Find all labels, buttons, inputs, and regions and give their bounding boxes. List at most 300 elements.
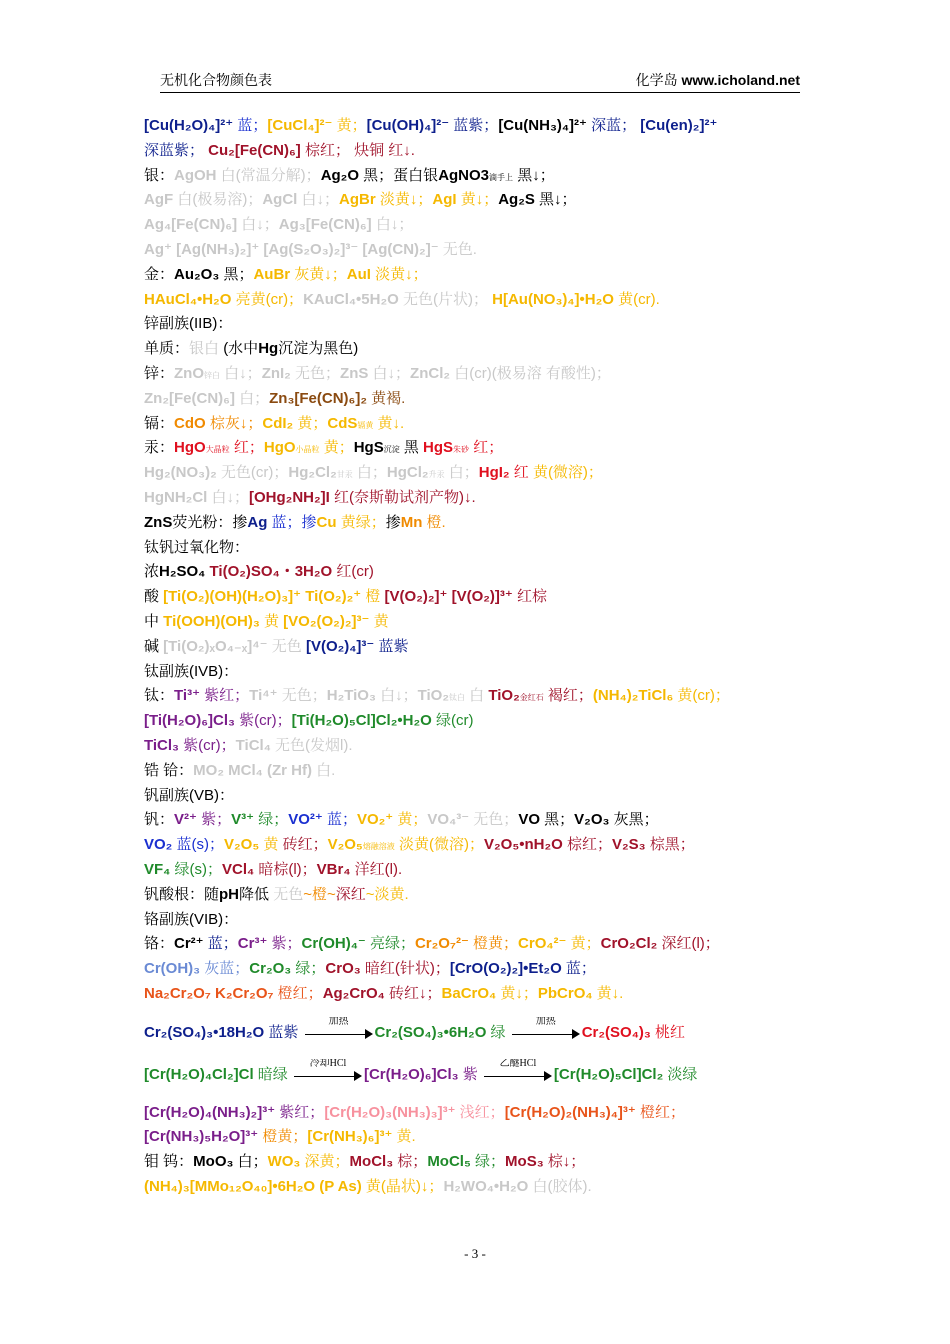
text-line (144, 684, 814, 709)
color-text: 黄褐. (367, 389, 406, 407)
color-text: 黄； (293, 414, 328, 432)
formula: MO₂ MCl₄ (Zr Hf) (193, 761, 312, 779)
note: 甘汞 (336, 470, 353, 480)
color-text: 黄 (369, 612, 389, 630)
formula: Ag (247, 513, 268, 531)
color-text: 单质： (144, 340, 190, 358)
formula: VO₂ (144, 836, 173, 854)
reaction-condition: 加热 (328, 1016, 349, 1027)
color-text: 白； (233, 1153, 268, 1171)
color-text: 无色 (273, 885, 304, 903)
text-line (144, 560, 814, 585)
formula: [Ti(H₂O)₅Cl]Cl₂•H₂O (291, 712, 432, 730)
text-line (144, 486, 814, 511)
note: 锌白 (204, 370, 221, 380)
text-line (144, 1150, 814, 1175)
formula: AuBr (253, 265, 291, 283)
color-text: 蓝； (233, 117, 268, 134)
formula: HAuCl₄•H₂O (144, 290, 232, 308)
text-line (144, 387, 814, 412)
text-line (144, 833, 814, 858)
formula: CdS (327, 414, 358, 432)
text-line (144, 585, 814, 610)
formula: [Cr(H₂O)₄(NH₃)₂]³⁺ (144, 1103, 276, 1121)
formula: [CuCl₄]²⁻ (267, 117, 333, 134)
text-line (144, 263, 814, 288)
text-line (144, 709, 814, 734)
formula: (NH₄)₂TiCl₆ (592, 687, 674, 705)
formula: TiO₂ (488, 687, 520, 705)
color-text: 洋红(l). (350, 860, 403, 878)
color-text: 白↓； (220, 364, 262, 382)
reaction-condition: 加热 (535, 1016, 556, 1027)
color-text: 淡黄(微溶)； (394, 836, 484, 854)
formula: Cu (316, 513, 337, 531)
formula: Zn₃[Fe(CN)₆]₂ (269, 389, 368, 407)
formula: Zn₂[Fe(CN)₆] (144, 389, 235, 407)
color-text: 暗绿 (253, 1065, 292, 1083)
color-text: 棕红； (562, 836, 612, 854)
formula: Ti³⁺ (174, 687, 200, 705)
formula: [Ti(O₂)ₓO₄₋ₓ]⁴⁻ (163, 637, 268, 655)
color-text: 钛： (144, 687, 175, 705)
reaction-arrow (305, 1016, 373, 1040)
text-line (144, 982, 814, 1007)
color-text: 灰黑； (609, 811, 659, 829)
text-line (144, 461, 814, 486)
formula: Cr³⁺ (237, 935, 268, 953)
formula: H₂TiO₃ (326, 687, 376, 705)
color-text: 棕↓； (543, 1153, 586, 1171)
color-text: 黄(微溶)； (532, 464, 603, 482)
formula: TiCl₄ (235, 736, 271, 754)
formula: [V(O₂)₂]⁺ [V(O₂)]³⁺ (384, 588, 513, 606)
formula: Cr²⁺ (174, 935, 204, 953)
color-text: 蓝紫 (264, 1023, 303, 1041)
formula: Cr₂(SO₄)₃•18H₂O (144, 1023, 265, 1041)
formula: ZnO (174, 364, 205, 382)
color-text: 掺 (385, 513, 401, 531)
formula: Ag⁺ [Ag(NH₃)₂]⁺ [Ag(S₂O₃)₂]³⁻ [Ag(CN)₂]⁻ (144, 240, 439, 258)
color-text: 红 (509, 464, 533, 482)
formula: Ti(OOH)(OH)₃ (163, 612, 260, 630)
color-text: 钛钒过氧化物： (144, 538, 250, 556)
formula: H₂SO₄ (159, 563, 206, 581)
color-text: 橙 (361, 588, 385, 606)
color-text: 蓝；掺 (267, 513, 317, 531)
color-text: ~淡黄. (365, 885, 409, 903)
color-text: 褐红； (543, 687, 593, 705)
color-text: 金： (144, 265, 175, 283)
formula: H₂WO₄•H₂O (443, 1178, 529, 1196)
color-text: 无色(发烟l). (270, 736, 353, 754)
formula: [Cu(OH)₄]²⁻ (366, 117, 450, 134)
color-text: 镉： (144, 414, 175, 432)
formula: HgS (423, 439, 454, 457)
color-text: 紫(cr)； (234, 712, 292, 730)
color-text: 钒副族(VB)： (144, 786, 235, 804)
formula: Cr(OH)₃ (144, 960, 201, 978)
color-text: 淡黄↓； (375, 191, 433, 209)
formula: [Cu(NH₃)₄]²⁺ (498, 117, 587, 134)
color-text: 黑 (399, 439, 424, 457)
text-line (144, 511, 814, 536)
note: 熔融溶液 (362, 842, 395, 852)
formula: VO²⁺ (288, 811, 323, 829)
color-text: 紫； (196, 811, 232, 829)
formula: AgBr (339, 191, 376, 209)
color-text: 降低 (239, 885, 274, 903)
formula: Hg₂(NO₃)₂ (144, 464, 217, 482)
color-text: 无色； (277, 687, 327, 705)
color-text: 黄； (393, 811, 428, 829)
color-text: 蓝(s)； (172, 836, 225, 854)
formula: V₂O₅•nH₂O (483, 836, 563, 854)
color-text: 深红 (335, 885, 366, 903)
text-line (144, 1101, 814, 1126)
color-text: 黑↓； (534, 191, 577, 209)
text-line (144, 660, 814, 685)
formula: V³⁺ (231, 811, 255, 829)
text-line (144, 1059, 814, 1091)
note: 朱砂 (453, 445, 470, 455)
color-text: 中 (144, 612, 164, 630)
color-text: ~橙~ (303, 885, 336, 903)
formula: H[Au(NO₃)₄]•H₂O (492, 290, 614, 308)
text-line (144, 734, 814, 759)
color-text: 汞： (144, 439, 175, 457)
formula: Au₂O₃ (174, 265, 220, 283)
color-text: 棕黑； (645, 836, 695, 854)
color-text: 白↓； (368, 364, 411, 382)
color-text: 绿； (291, 960, 326, 978)
color-text: 橙红； (635, 1103, 685, 1121)
color-text: 黄(晶状)↓； (361, 1178, 444, 1196)
formula: [Ti(H₂O)₆]Cl₃ (144, 712, 235, 730)
color-text: (水中 (223, 340, 259, 358)
formula: VCl₄ (222, 860, 255, 878)
text-line (144, 883, 814, 908)
formula: CrO₄²⁻ (518, 935, 567, 953)
color-text: 无色 (267, 637, 306, 655)
formula: HgO (174, 439, 206, 457)
color-text: 蓝紫 (374, 637, 409, 655)
color-text: 钒： (144, 811, 175, 829)
formula: [Cr(NH₃)₆]³⁺ (307, 1128, 393, 1146)
color-text: 酸 (144, 588, 164, 606)
formula: CrO₃ (325, 960, 361, 978)
color-text: 蓝； (322, 811, 357, 829)
text-line (144, 858, 814, 883)
color-text: 红； (229, 439, 264, 457)
text-line (144, 436, 814, 461)
formula: ZnCl₂ (410, 364, 451, 382)
formula: Cr₂(SO₄)₃•6H₂O (374, 1023, 487, 1041)
formula: MoCl₅ (427, 1153, 471, 1171)
text-line (144, 784, 814, 809)
color-text: 无色； (469, 811, 519, 829)
formula: TiCl₃ (144, 736, 179, 754)
color-text: 紫； (267, 935, 302, 953)
reaction-arrow (484, 1058, 552, 1082)
text-line (144, 908, 814, 933)
color-text: 白； (234, 389, 270, 407)
page-header (160, 70, 800, 93)
color-text: 橙. (422, 513, 446, 531)
formula: HgI₂ (478, 464, 510, 482)
formula: ZnI₂ (261, 364, 291, 382)
note: 沉淀 (383, 445, 400, 455)
color-text: 深蓝紫； (144, 141, 209, 159)
color-text: 亮绿； (365, 935, 415, 953)
color-text: 橙黄； (258, 1128, 308, 1146)
color-text: 绿 (486, 1023, 510, 1041)
formula: [Cu(H₂O)₄]²⁺ (144, 117, 234, 134)
color-text: 深蓝； (586, 117, 641, 134)
color-text: 白↓； (375, 687, 418, 705)
color-text: 暗红(针状)； (360, 960, 450, 978)
color-text: 黄； (332, 117, 367, 134)
color-text: 黄； (566, 935, 601, 953)
formula: Cr(OH)₄⁻ (301, 935, 366, 953)
formula: HgCl₂ (386, 464, 429, 482)
color-text: 红； (469, 439, 504, 457)
formula: WO₃ (267, 1153, 301, 1171)
text-line (144, 808, 814, 833)
color-text: 白↓； (297, 191, 340, 209)
note: 金红石 (519, 693, 544, 703)
color-text: 无色(片状)； (398, 290, 493, 308)
color-text: 橙黄； (468, 935, 519, 953)
color-text: 红(奈斯勒试剂产物)↓. (329, 488, 476, 506)
formula: [Cr(H₂O)₂(NH₃)₄]³⁺ (504, 1103, 636, 1121)
formula: HgS (353, 439, 384, 457)
formula: Ag₃[Fe(CN)₆] (278, 216, 372, 234)
color-text: 白. (311, 761, 336, 779)
formula: TiO₂ (417, 687, 449, 705)
color-text: 碱 (144, 637, 164, 655)
text-line (144, 188, 814, 213)
note: 大晶粒 (205, 445, 230, 455)
color-text: 银： (144, 166, 175, 184)
color-text: 绿(cr) (431, 712, 474, 730)
text-line (144, 1175, 814, 1200)
note: 镉黄 (357, 420, 374, 430)
color-text: 无色(cr)； (216, 464, 289, 482)
reaction-arrow (512, 1016, 580, 1040)
formula: HgO (263, 439, 296, 457)
color-text: 砖红↓； (384, 984, 442, 1002)
formula: [Cr(H₂O)₆]Cl₃ (363, 1065, 459, 1083)
color-text: 黄. (392, 1128, 416, 1146)
color-text: 黄↓； (456, 191, 499, 209)
formula: Ti⁴⁺ (249, 687, 278, 705)
formula: Hg₂Cl₂ (288, 464, 337, 482)
color-text: 白↓； (371, 216, 414, 234)
color-text: 黄↓. (373, 414, 405, 432)
text-line (144, 337, 814, 362)
color-text: 绿(s)； (170, 860, 222, 878)
color-text: 钒酸根：随 (144, 885, 220, 903)
note: 滴手上 (489, 172, 514, 182)
formula: Cr₂(SO₄)₃ (581, 1023, 651, 1041)
color-text: 黄绿； (336, 513, 386, 531)
color-text: 白↓； (207, 488, 249, 506)
text-line (144, 412, 814, 437)
color-text: 灰黄↓； (290, 265, 347, 283)
formula: AuI (346, 265, 371, 283)
color-text: 深红(l)； (657, 935, 720, 953)
color-text: 紫红； (275, 1103, 325, 1121)
color-text: 浓 (144, 563, 160, 581)
color-text: 灰蓝； (200, 960, 250, 978)
formula: AgI (432, 191, 457, 209)
color-text: 沉淀为黑色) (278, 340, 359, 358)
text-line (144, 957, 814, 982)
formula: CrO₂Cl₂ (600, 935, 658, 953)
formula: [Cu(en)₂]²⁺ (640, 117, 718, 134)
text-line (144, 362, 814, 387)
header-site-url: www.icholand.net (681, 72, 800, 88)
color-text: 白(cr)(极易溶 有酸性)； (450, 364, 611, 382)
formula: VO (518, 811, 540, 829)
color-text: 红(cr) (332, 563, 374, 581)
color-text: 紫(cr)； (179, 736, 236, 754)
formula: Ag₄[Fe(CN)₆] (144, 216, 238, 234)
formula: pH (219, 885, 240, 903)
note: 小晶粒 (295, 445, 320, 455)
formula: Cr₂O₇²⁻ (414, 935, 469, 953)
color-text: 白(常温分解)； (216, 166, 321, 184)
text-line (144, 164, 814, 189)
color-text: 白(胶体). (528, 1178, 592, 1196)
color-text: 深黄； (300, 1153, 350, 1171)
color-text: 黄(cr). (613, 290, 660, 308)
color-text: 黄↓. (592, 984, 624, 1002)
color-text: 铬： (144, 935, 175, 953)
text-line (144, 1017, 814, 1049)
formula: VF₄ (144, 860, 171, 878)
color-text: 砖红； (282, 836, 328, 854)
formula: AgF (144, 191, 174, 209)
formula: [Cr(H₂O)₄Cl₂]Cl (144, 1065, 254, 1083)
formula: PbCrO₄ (537, 984, 593, 1002)
color-text: 黑；蛋白银 (359, 166, 439, 184)
reaction-condition: 乙醚HCl (499, 1058, 537, 1069)
color-text: 锌副族(IIB)： (144, 315, 233, 333)
formula: Mn (400, 513, 423, 531)
formula: VO₂⁺ (356, 811, 394, 829)
color-text: 白； (444, 464, 479, 482)
color-text: 棕红； 炔铜 红↓. (300, 141, 415, 159)
formula: V₂S₃ (611, 836, 646, 854)
color-text: 白 (465, 687, 489, 705)
formula: AgNO3 (438, 166, 490, 184)
color-text: 棕灰↓； (205, 414, 263, 432)
color-text: 黄 (259, 836, 283, 854)
color-text: 暗棕(l)； (254, 860, 317, 878)
header-site (636, 70, 800, 90)
color-text: 蓝紫； (449, 117, 499, 134)
color-text: 黑； (219, 265, 254, 283)
color-text: 锆 铪： (144, 761, 194, 779)
formula: HgNH₂Cl (144, 488, 208, 506)
formula: KAuCl₄•5H₂O (303, 290, 399, 308)
formula: Na₂Cr₂O₇ K₂Cr₂O₇ (144, 984, 274, 1002)
color-text: 绿； (470, 1153, 506, 1171)
reaction-arrow (294, 1058, 362, 1082)
color-text: 绿； (254, 811, 289, 829)
spacer (144, 1049, 814, 1059)
formula: ZnS (144, 513, 173, 531)
formula: [Ti(O₂)(OH)(H₂O)₃]⁺ Ti(O₂)₂⁺ (163, 588, 362, 606)
formula: [VO₂(O₂)₂]³⁻ (283, 612, 370, 630)
color-text: 黑↓； (513, 166, 555, 184)
text-line (144, 635, 814, 660)
formula: (NH₄)₃[MMo₁₂O₄₀]•6H₂O (P As) (144, 1178, 362, 1196)
formula: Ti(O₂)SO₄・3H₂O (205, 563, 333, 581)
formula: ZnS (340, 364, 369, 382)
formula: VO₄³⁻ (427, 811, 470, 829)
header-title: 无机化合物颜色表 (160, 72, 272, 88)
color-text: 白(极易溶)； (173, 191, 263, 209)
text-line (144, 1125, 814, 1150)
formula: [Cr(NH₃)₅H₂O]³⁺ (144, 1128, 259, 1146)
formula: MoCl₃ (349, 1153, 394, 1171)
formula: Ag₂O (320, 166, 360, 184)
text-line (144, 610, 814, 635)
color-text: 无色； (290, 364, 341, 382)
formula: [CrO(O₂)₂]•Et₂O (449, 960, 562, 978)
color-text: 桃红 (650, 1023, 685, 1041)
color-text: 黄↓； (496, 984, 538, 1002)
formula: [Cr(H₂O)₃(NH₃)₃]³⁺ (324, 1103, 456, 1121)
color-text: 黄(cr)； (673, 687, 730, 705)
color-text: 荧光粉：掺 (172, 513, 248, 531)
color-text: 白； (352, 464, 387, 482)
text-line (144, 536, 814, 561)
formula: V₂O₃ (574, 811, 610, 829)
text-line (144, 288, 814, 313)
formula: VBr₄ (316, 860, 351, 878)
color-text: 蓝； (203, 935, 238, 953)
text-line (144, 759, 814, 784)
formula: V₂O₅ (327, 836, 363, 854)
color-text: 黑； (540, 811, 575, 829)
formula: V₂O₅ (224, 836, 260, 854)
formula: CdO (174, 414, 206, 432)
color-text: 浅红； (455, 1103, 505, 1121)
color-text: 橙红； (273, 984, 323, 1002)
formula: CdI₂ (262, 414, 294, 432)
color-text: 亮黄(cr)； (231, 290, 304, 308)
formula: [V(O₂)₄]³⁻ (305, 637, 375, 655)
note: 钛白 (449, 693, 465, 703)
formula: Cr₂O₃ (249, 960, 292, 978)
color-text: 铬副族(VIB)： (144, 910, 239, 928)
formula: MoO₃ (193, 1153, 234, 1171)
color-text: 紫 (458, 1065, 482, 1083)
text-line (144, 312, 814, 337)
formula: Hg (258, 340, 279, 358)
formula: Cu₂[Fe(CN)₆] (208, 141, 301, 159)
reaction-condition: 冷却HCl (309, 1058, 347, 1069)
note: 升汞 (428, 470, 445, 480)
color-text: 淡黄↓； (370, 265, 428, 283)
header-site-name: 化学岛 (635, 72, 682, 88)
text-line (144, 213, 814, 238)
color-text: 紫红； (200, 687, 250, 705)
